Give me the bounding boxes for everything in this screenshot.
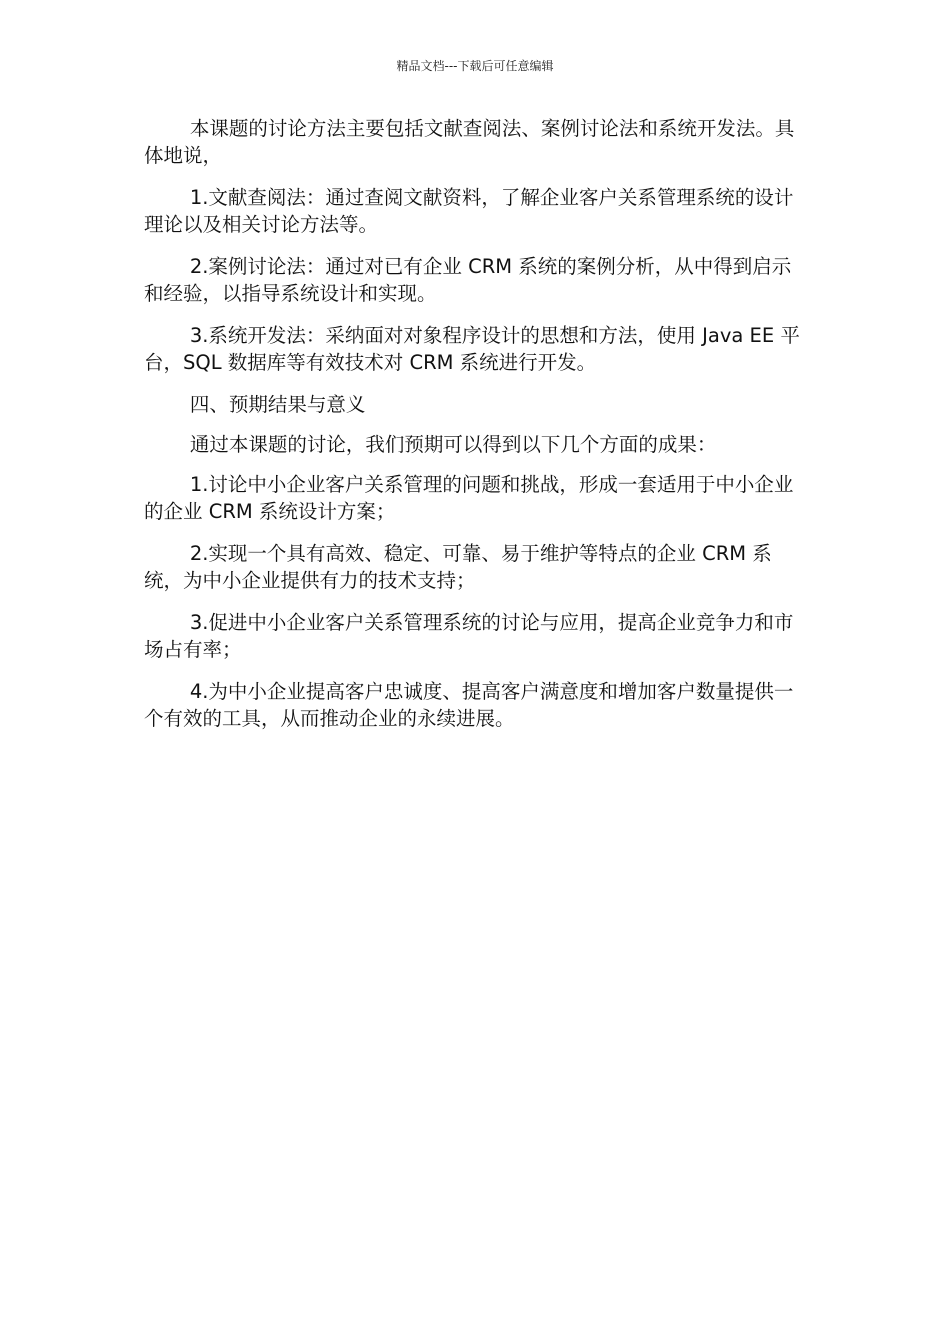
paragraph-research-methods: 本课题的讨论方法主要包括文献查阅法、案例讨论法和系统开发法。具体地说， [144,117,795,167]
paragraph-method-case-study: 2.案例讨论法：通过对已有企业 CRM 系统的案例分析，从中得到启示和经验，以指导系统设计和实现。 [144,255,792,305]
page-header: 精品文档---下载后可任意编辑 [396,59,554,73]
paragraph-method-literature: 1.文献查阅法：通过查阅文献资料，了解企业客户关系管理系统的设计理论以及相关讨论方法等。 [144,186,794,236]
section-heading-expected-results: 四、预期结果与意义 [189,393,366,416]
paragraph-method-system-development: 3.系统开发法：采纳面对对象程序设计的思想和方法，使用 Java EE 平台，SQL 数据库等有效技术对 CRM 系统进行开发。 [144,324,800,374]
paragraph-expected-intro: 通过本课题的讨论，我们预期可以得到以下几个方面的成果： [189,433,717,456]
paragraph-result-1: 1.讨论中小企业客户关系管理的问题和挑战，形成一套适用于中小企业的企业 CRM 系统设计方案； [144,473,794,523]
paragraph-result-3: 3.促进中小企业客户关系管理系统的讨论与应用，提高企业竞争力和市场占有率； [144,611,794,661]
paragraph-result-4: 4.为中小企业提高客户忠诚度、提高客户满意度和增加客户数量提供一个有效的工具，从而推动企业的永续进展。 [144,680,794,730]
document-body [144,115,806,747]
paragraph-result-2: 2.实现一个具有高效、稳定、可靠、易于维护等特点的企业 CRM 系统，为中小企业提供有力的技术支持； [144,542,772,592]
